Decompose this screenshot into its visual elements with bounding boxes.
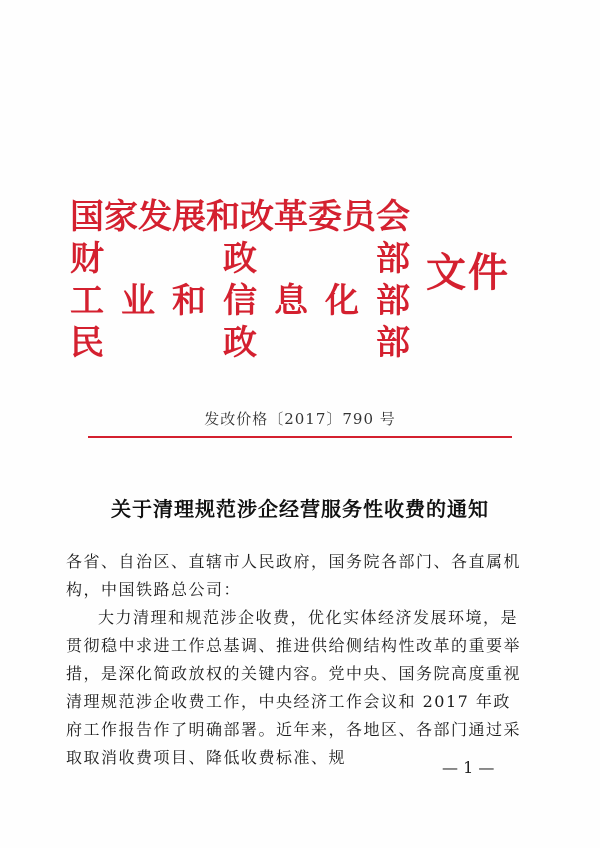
issuer-char: 和 [206, 197, 240, 237]
issuer-char: 政 [223, 323, 257, 363]
issuer-char: 部 [376, 281, 410, 321]
issuer-char: 和 [172, 281, 206, 321]
issuer-mca [70, 322, 410, 364]
issuer-char: 部 [376, 239, 410, 279]
issuer-char: 家 [104, 197, 138, 237]
issuer-char: 息 [274, 281, 308, 321]
issuer-char: 政 [223, 239, 257, 279]
document-body [66, 548, 526, 772]
issuing-authorities [70, 196, 410, 364]
issuer-char: 化 [325, 281, 359, 321]
issuer-char: 委 [308, 197, 342, 237]
issuer-char: 改 [240, 197, 274, 237]
document-number: 发改价格〔2017〕790 号 [204, 410, 396, 428]
issuer-char: 业 [121, 281, 155, 321]
issuer-char: 发 [138, 197, 172, 237]
document-suffix: 文件 [426, 249, 510, 296]
issuer-ndrc [70, 196, 410, 238]
issuer-char: 部 [376, 323, 410, 363]
issuer-char: 民 [70, 323, 104, 363]
red-divider [88, 436, 512, 438]
issuer-char: 会 [376, 197, 410, 237]
document-title: 关于清理规范涉企经营服务性收费的通知 [111, 497, 489, 521]
salutation: 各省、自治区、直辖市人民政府，国务院各部门、各直属机构，中国铁路总公司： [66, 552, 522, 599]
issuer-char: 员 [342, 197, 376, 237]
issuer-char: 信 [223, 281, 257, 321]
issuer-char: 工 [70, 281, 104, 321]
issuer-miit [70, 280, 410, 322]
issuer-mof [70, 238, 410, 280]
issuer-char: 国 [70, 197, 104, 237]
issuer-char: 财 [70, 239, 104, 279]
page-number: — 1 — [442, 758, 495, 777]
issuer-char: 革 [274, 197, 308, 237]
body-paragraph: 大力清理和规范涉企收费，优化实体经济发展环境，是贯彻稳中求进工作总基调、推进供给侧结构性改革的重要举措，是深化简政放权的关键内容。党中央、国务院高度重视清理规范涉企收费工作，中央经济工作会议和 2017 年政府工作报告作了明确部署。近年来，各地区、各部门通过采取取消收费项目、降低收费标准、规 [66, 608, 522, 767]
issuer-char: 展 [172, 197, 206, 237]
